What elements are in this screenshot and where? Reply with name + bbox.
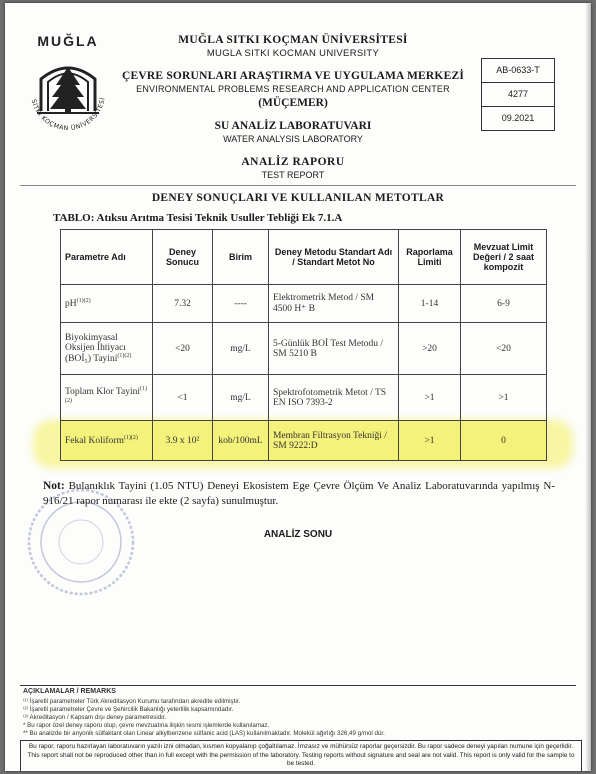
doc-code: AB-0633-T (482, 59, 554, 83)
table-row (61, 323, 547, 375)
header-cell: Mevzuat Limit Değeri / 2 saat kompozit (461, 230, 547, 285)
footnote-line: ⁽³⁾ Akreditasyon / Kapsam dışı deney parametresidir. (23, 714, 167, 721)
logo-name: MUĞLA (37, 33, 99, 49)
report-title: ANALİZ RAPORU (241, 156, 345, 168)
result-cell: 3.9 x 10² (153, 421, 213, 461)
limit-cell: 1-14 (399, 285, 461, 323)
unit-cell: kob/100mL (213, 421, 269, 461)
result-cell: 7.32 (153, 285, 213, 323)
section-title: DENEY SONUÇLARI VE KULLANILAN METOTLAR (151, 192, 445, 204)
end-of-analysis: ANALİZ SONU (263, 529, 333, 540)
table-row-highlighted (61, 421, 547, 461)
lab-name-en: WATER ANALYSIS LABORATORY (223, 134, 363, 144)
table-row (61, 285, 547, 323)
table-caption: TABLO: Atıksu Arıtma Tesisi Teknik Usuller Tebliği Ek 7.1.A (53, 212, 343, 224)
doc-date: 09.2021 (501, 113, 535, 123)
param-cell: Fekal Koliform$^{(1)(2)}$ (61, 421, 153, 461)
method-cell: Elektrometrik Metod / SM 4500 H⁺ B (269, 285, 399, 323)
footnote-line: ⁽²⁾ İşaretli parametreler Çevre ve Şehircilik Bakanlığı yeterlilik kapsamındadır. (23, 706, 234, 713)
unit-cell: mg/L (213, 323, 269, 375)
reg-limit-cell: 0 (461, 421, 547, 461)
table-header-row (61, 230, 547, 285)
university-name-en: MUGLA SITKI KOCMAN UNIVERSITY (206, 48, 380, 59)
footnote-line: * Bu rapor özel deney raporu olup, çevre mevzuatına ilişkin resmi işlemlerde kullanılamaz. (23, 722, 270, 729)
page-edge-shadow (585, 3, 591, 771)
param-cell: Biyokimyasal Oksijen İhtiyacı (BOİ₅) Tayini$^{(1)(2)}$ (61, 323, 153, 375)
lab-name: SU ANALİZ LABORATUVARI (214, 120, 372, 132)
results-table (60, 229, 547, 461)
university-logo (23, 49, 113, 139)
header-cell: Birim (213, 230, 269, 285)
result-cell: <1 (153, 375, 213, 421)
report-title-en: TEST REPORT (261, 170, 325, 180)
report-page (5, 3, 591, 771)
header-cell: Parametre Adı (61, 230, 153, 285)
result-cell: <20 (153, 323, 213, 375)
note-text: Bulanıklık Tayini (1.05 NTU) Deneyi Ekosistem Ege Çevre Ölçüm Ve Analiz Laboratuvarında yapılmış N-916/21 rapor numarası ile ekte (2 sayfa) sunulmuştur. (43, 480, 555, 507)
footnote-line: ** Bu analizde bir anyonik sülfaktant olan Linear alkylbenzene sülfanic acid (LAS) kullanılmaktadır. Molekül ağırlığı 326,49 g/mol dür. (23, 730, 385, 737)
limit-cell: >20 (399, 323, 461, 375)
header-cell: Deney Sonucu (153, 230, 213, 285)
method-cell: Spektrofotometrik Metot / TS EN ISO 7393-2 (269, 375, 399, 421)
divider (20, 185, 576, 186)
reg-limit-cell: 6-9 (461, 285, 547, 323)
footnote-divider (20, 685, 576, 686)
validity-warning: Bu rapor, raporu hazırlayan laboratuvarın yazılı izni olmadan, kısmen kopyalanıp çoğaltılamaz. İmzasız ve mühürsüz raporlar geçersizdir. Bu rapor sadece deneyi yapılan numune için geçerlidir. This report shall not be reproduced other than in full except with the permission of the laboratory. Testing reports without signature and seal are not valid. This report is only valid for the sample to be tested. (20, 740, 582, 771)
param-cell: Toplam Klor Tayini$^{(1)(2)}$ (61, 375, 153, 421)
limit-cell: >1 (399, 421, 461, 461)
unit-cell: mg/L (213, 375, 269, 421)
remarks-heading: AÇIKLAMALAR / REMARKS (23, 688, 116, 695)
center-name: ÇEVRE SORUNLARI ARAŞTIRMA VE UYGULAMA MERKEZİ (121, 70, 464, 82)
note-label: Not: (43, 480, 65, 492)
note-paragraph (43, 479, 555, 509)
limit-cell: >1 (399, 375, 461, 421)
method-cell: Membran Filtrasyon Tekniği / SM 9222:D (269, 421, 399, 461)
method-cell: 5-Günlük BOİ Test Metodu / SM 5210 B (269, 323, 399, 375)
university-name: MUĞLA SITKI KOÇMAN ÜNİVERSİTESİ (178, 34, 408, 46)
center-abbr: (MÜÇEMER) (258, 97, 328, 109)
reg-limit-cell: >1 (461, 375, 547, 421)
header-cell: Raporlama Limiti (399, 230, 461, 285)
document-info-box (481, 58, 555, 131)
reg-limit-cell: <20 (461, 323, 547, 375)
header-cell: Deney Metodu Standart Adı / Standart Metot No (269, 230, 399, 285)
footnote-line: ⁽¹⁾ İşaretli parametreler Türk Akreditasyon Kurumu tarafından akredite edilmiştir. (23, 698, 241, 705)
center-name-en: ENVIRONMENTAL PROBLEMS RESEARCH AND APPLICATION CENTER (136, 84, 450, 94)
table-row (61, 375, 547, 421)
doc-number: 4277 (482, 83, 554, 107)
logo-arc-text: SITKI KOÇMAN ÜNİVERSİTESİ (29, 96, 107, 133)
param-cell: $pH^{(1)(2)}$ (61, 285, 153, 323)
unit-cell: ---- (213, 285, 269, 323)
